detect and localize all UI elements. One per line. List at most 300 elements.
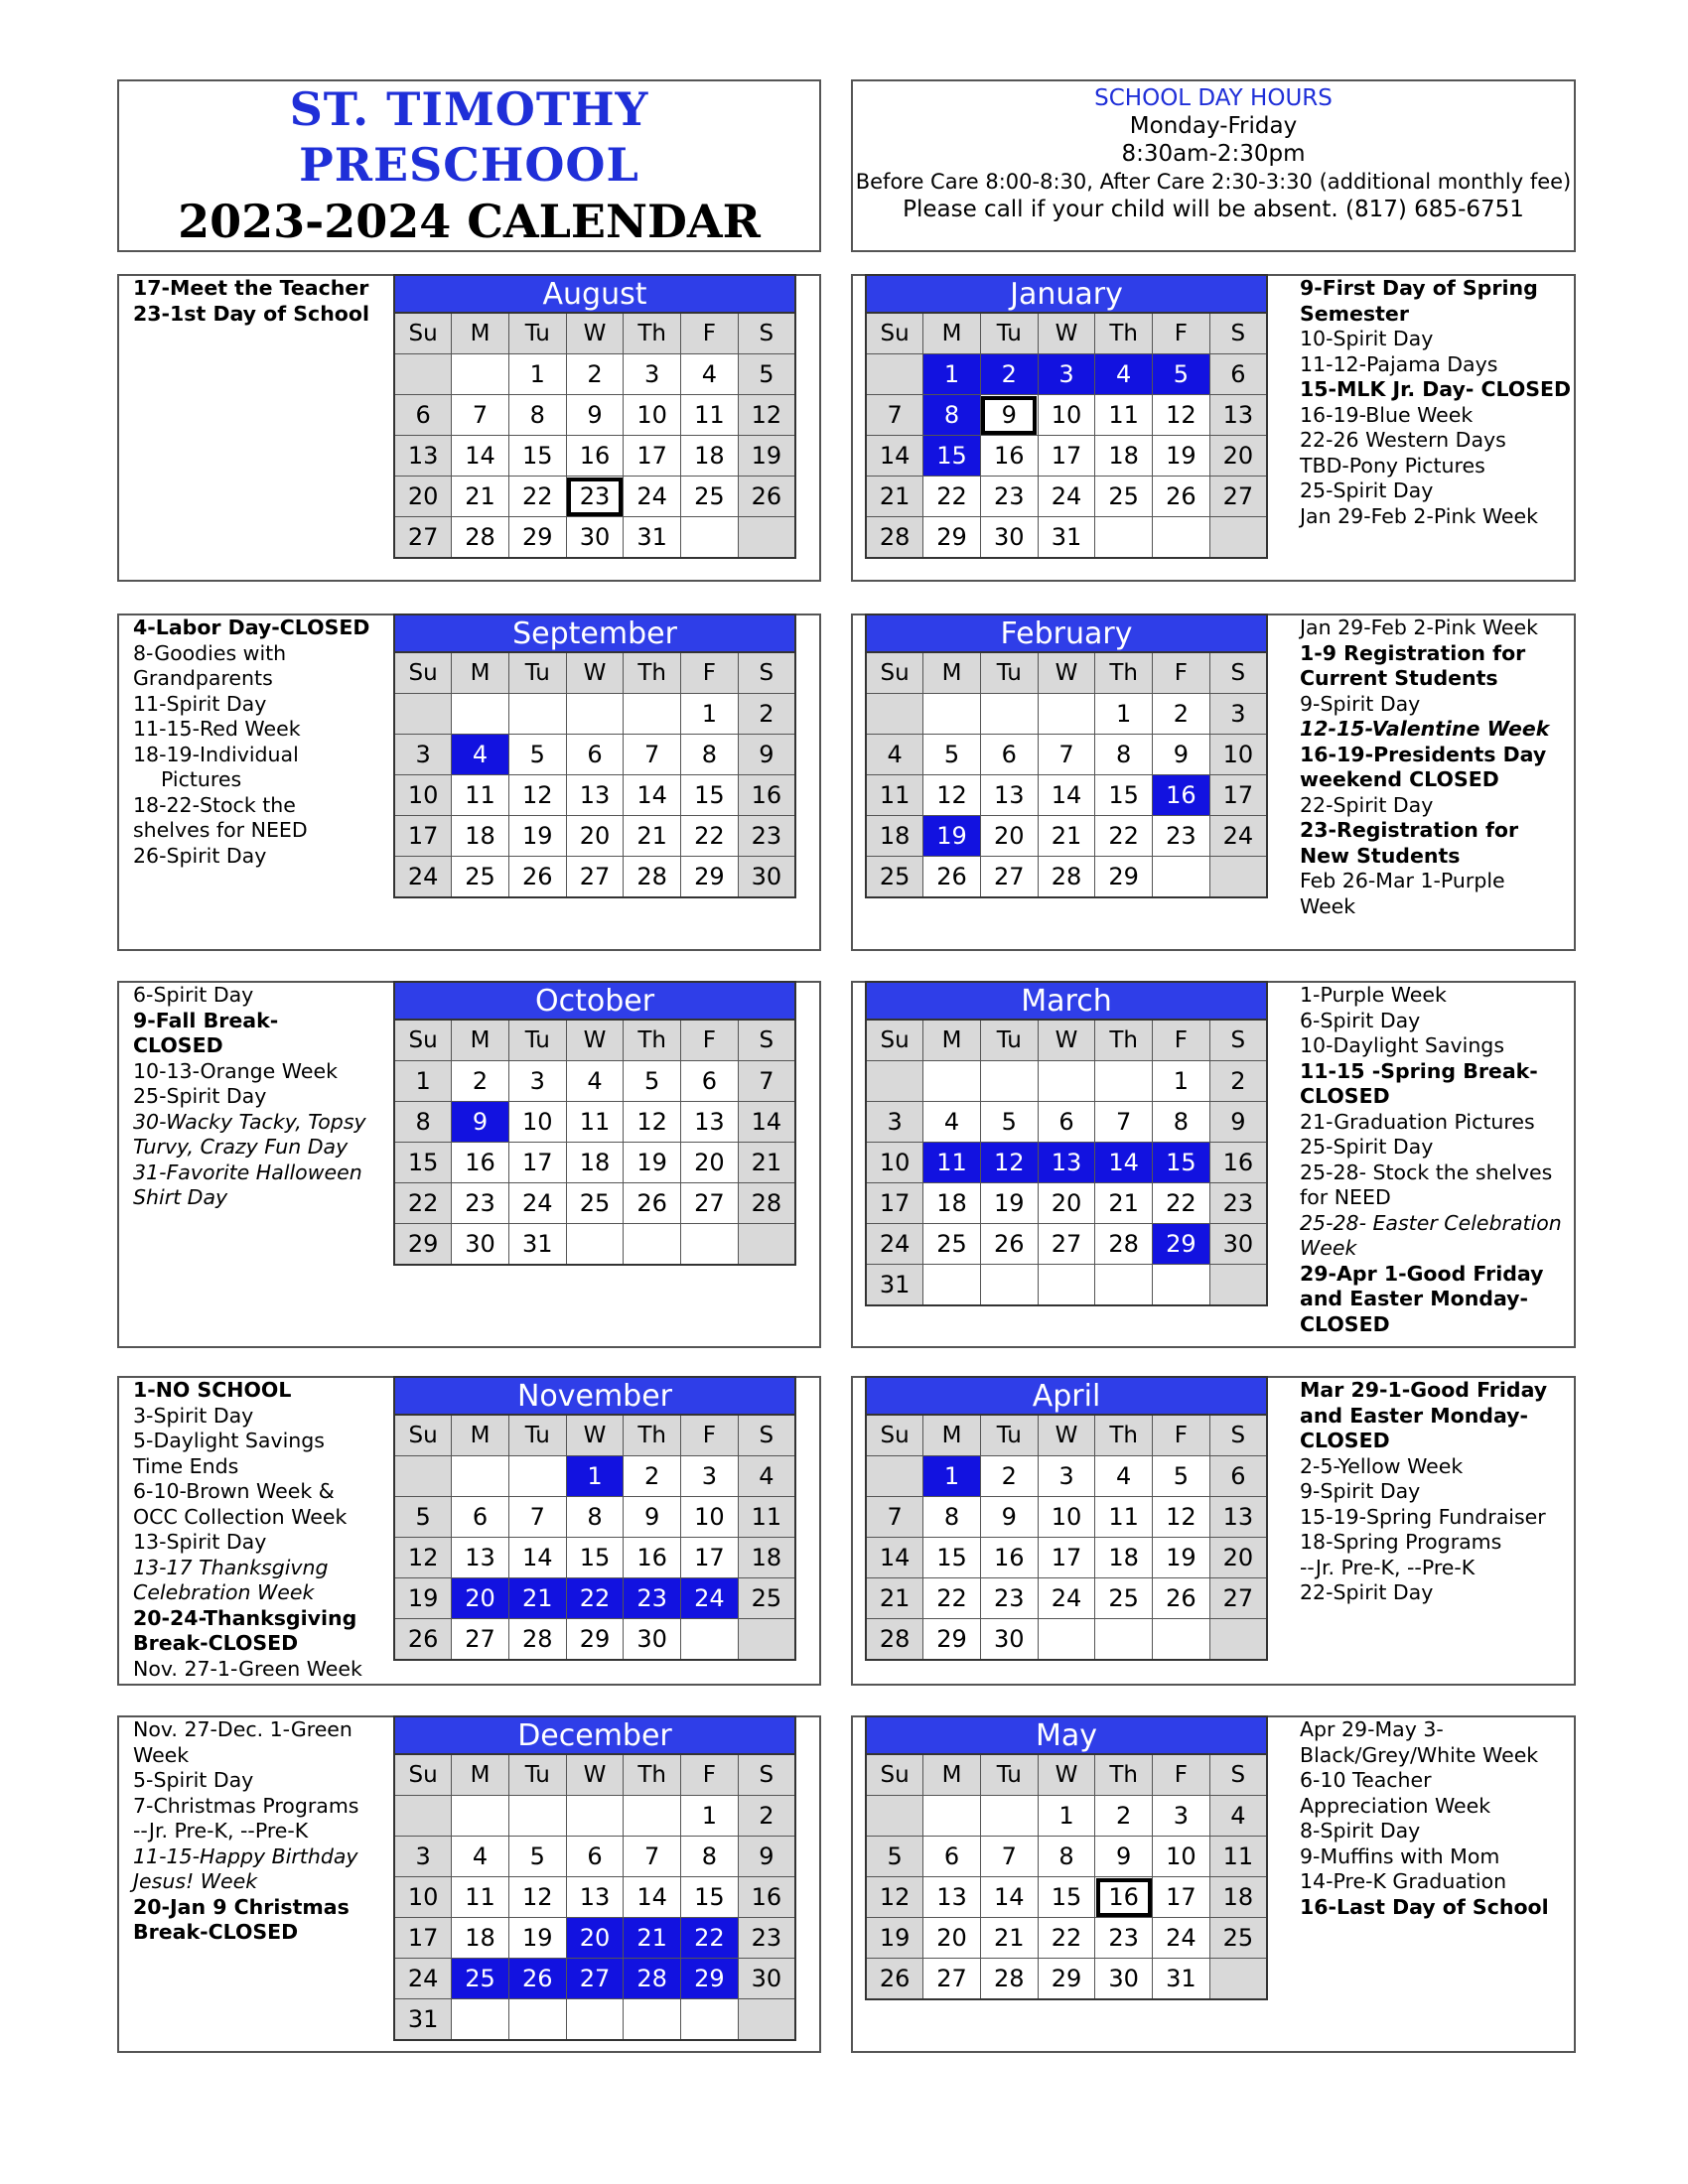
day-cell: 18 bbox=[1209, 1877, 1267, 1918]
day-cell: 4 bbox=[738, 1456, 795, 1497]
weekday-header: Su bbox=[866, 1020, 923, 1061]
day-cell: 26 bbox=[1153, 477, 1210, 517]
day-cell: 18 bbox=[1095, 436, 1153, 477]
note-line: CLOSED bbox=[1300, 1429, 1390, 1452]
note-line: 25-Spirit Day bbox=[133, 1084, 267, 1108]
weekday-header: Su bbox=[394, 1020, 452, 1061]
day-cell: 15 bbox=[681, 1877, 739, 1918]
note-line: 25-28- Easter Celebration bbox=[1300, 1210, 1562, 1235]
note-line: 1-NO SCHOOL bbox=[133, 1378, 292, 1402]
day-grid bbox=[865, 312, 1268, 559]
month-panel-january bbox=[851, 274, 1576, 582]
day-cell: 11 bbox=[738, 1497, 795, 1538]
empty-day-cell bbox=[738, 1224, 795, 1266]
day-cell: 19 bbox=[866, 1918, 923, 1959]
empty-day-cell bbox=[508, 1999, 566, 2041]
day-cell: 22 bbox=[1153, 1183, 1210, 1224]
month-calendar bbox=[865, 274, 1268, 559]
day-cell: 25 bbox=[866, 857, 923, 898]
day-cell: 25 bbox=[1095, 1578, 1153, 1619]
day-cell: 29 bbox=[923, 517, 981, 559]
day-cell: 9 bbox=[1153, 735, 1210, 775]
day-cell: 25 bbox=[566, 1183, 624, 1224]
day-cell: 9 bbox=[980, 1497, 1038, 1538]
empty-day-cell bbox=[508, 694, 566, 735]
month-calendar bbox=[393, 1376, 796, 1661]
day-cell: 11 bbox=[452, 775, 509, 816]
day-cell: 12 bbox=[866, 1877, 923, 1918]
day-cell: 29 bbox=[1095, 857, 1153, 898]
empty-day-cell bbox=[1153, 857, 1210, 898]
day-cell: 19 bbox=[394, 1578, 452, 1619]
day-cell: 2 bbox=[624, 1456, 681, 1497]
weekday-header: W bbox=[566, 1415, 624, 1456]
weekday-header: S bbox=[1209, 652, 1267, 694]
day-cell: 22 bbox=[508, 477, 566, 517]
empty-day-cell bbox=[1038, 694, 1095, 735]
day-cell: 16 bbox=[738, 1877, 795, 1918]
note-line: TBD-Pony Pictures bbox=[1300, 453, 1485, 478]
note-line: 8-Spirit Day bbox=[1300, 1819, 1421, 1843]
weekday-header: Su bbox=[866, 652, 923, 694]
day-cell: 27 bbox=[1209, 1578, 1267, 1619]
day-cell: 1 bbox=[508, 354, 566, 395]
day-cell: 21 bbox=[738, 1143, 795, 1183]
weekday-header: S bbox=[1209, 1754, 1267, 1796]
note-line: New Students bbox=[1300, 843, 1461, 868]
month-notes bbox=[1300, 1717, 1576, 1920]
weekday-header: Th bbox=[1095, 1754, 1153, 1796]
day-cell: 30 bbox=[624, 1619, 681, 1661]
weekday-header: S bbox=[738, 652, 795, 694]
day-cell: 8 bbox=[508, 395, 566, 436]
day-cell: 30 bbox=[1095, 1959, 1153, 2000]
day-cell: 4 bbox=[1095, 1456, 1153, 1497]
day-cell: 9 bbox=[1095, 1837, 1153, 1877]
day-cell: 10 bbox=[681, 1497, 739, 1538]
day-cell: 6 bbox=[452, 1497, 509, 1538]
weekday-header: W bbox=[1038, 1415, 1095, 1456]
day-cell: 18 bbox=[452, 1918, 509, 1959]
title-box bbox=[117, 79, 821, 252]
empty-day-cell bbox=[1153, 517, 1210, 559]
weekday-header: Tu bbox=[508, 652, 566, 694]
day-cell: 5 bbox=[923, 735, 981, 775]
day-cell: 10 bbox=[1038, 395, 1095, 436]
empty-day-cell bbox=[452, 694, 509, 735]
month-notes bbox=[133, 615, 371, 869]
note-line: 23-Registration for bbox=[1300, 818, 1519, 842]
day-cell: 3 bbox=[1038, 1456, 1095, 1497]
weekday-header: S bbox=[738, 1754, 795, 1796]
weekday-header: F bbox=[681, 1754, 739, 1796]
note-line: 6-Spirit Day bbox=[133, 983, 254, 1007]
weekday-header: Th bbox=[1095, 652, 1153, 694]
day-cell: 15 bbox=[566, 1538, 624, 1578]
empty-day-cell bbox=[923, 1265, 981, 1306]
day-cell: 26 bbox=[923, 857, 981, 898]
note-line: Jan 29-Feb 2-Pink Week bbox=[1300, 503, 1539, 528]
note-line: Shirt Day bbox=[133, 1185, 228, 1209]
day-cell: 11 bbox=[566, 1102, 624, 1143]
note-line: 10-Daylight Savings bbox=[1300, 1033, 1505, 1057]
month-notes bbox=[1300, 1378, 1576, 1606]
month-panel-august bbox=[117, 274, 821, 582]
empty-day-cell bbox=[923, 1796, 981, 1837]
empty-day-cell bbox=[624, 1796, 681, 1837]
note-line: 26-Spirit Day bbox=[133, 843, 267, 868]
weekday-header: M bbox=[923, 313, 981, 354]
day-cell: 3 bbox=[1209, 694, 1267, 735]
day-cell: 2 bbox=[566, 354, 624, 395]
day-cell: 30 bbox=[452, 1224, 509, 1266]
day-cell: 18 bbox=[566, 1143, 624, 1183]
note-line: 16-19-Blue Week bbox=[1300, 402, 1474, 427]
empty-day-cell bbox=[624, 694, 681, 735]
day-cell: 30 bbox=[738, 857, 795, 898]
note-line: 9-Spirit Day bbox=[1300, 691, 1421, 716]
day-cell: 13 bbox=[1038, 1143, 1095, 1183]
note-line: 5-Spirit Day bbox=[133, 1768, 254, 1792]
day-cell: 25 bbox=[1209, 1918, 1267, 1959]
weekday-header: Th bbox=[624, 1754, 681, 1796]
weekday-header: F bbox=[1153, 313, 1210, 354]
day-cell: 9 bbox=[980, 395, 1038, 436]
note-line: shelves for NEED bbox=[133, 818, 308, 842]
note-line: Turvy, Crazy Fun Day bbox=[133, 1135, 349, 1159]
day-cell: 16 bbox=[624, 1538, 681, 1578]
empty-day-cell bbox=[394, 694, 452, 735]
hours-time: 8:30am-2:30pm bbox=[1121, 141, 1306, 167]
note-line: 6-Spirit Day bbox=[1300, 1008, 1421, 1032]
day-cell: 3 bbox=[866, 1102, 923, 1143]
day-cell: 17 bbox=[1038, 436, 1095, 477]
note-line: CLOSED bbox=[1300, 1084, 1390, 1108]
day-cell: 20 bbox=[681, 1143, 739, 1183]
weekday-header: W bbox=[566, 313, 624, 354]
month-header: January bbox=[865, 274, 1268, 312]
day-cell: 16 bbox=[738, 775, 795, 816]
school-name-line2: PRESCHOOL bbox=[299, 138, 639, 192]
day-cell: 10 bbox=[394, 775, 452, 816]
day-cell: 14 bbox=[866, 436, 923, 477]
day-cell: 27 bbox=[980, 857, 1038, 898]
month-panel-october bbox=[117, 981, 821, 1348]
day-cell: 4 bbox=[566, 1061, 624, 1102]
day-cell: 30 bbox=[738, 1959, 795, 1999]
empty-day-cell bbox=[1209, 517, 1267, 559]
day-cell: 26 bbox=[980, 1224, 1038, 1265]
day-cell: 31 bbox=[1038, 517, 1095, 559]
note-line: Week bbox=[1300, 1236, 1357, 1260]
weekday-header: S bbox=[738, 313, 795, 354]
month-notes bbox=[133, 983, 371, 1211]
day-cell: 15 bbox=[923, 436, 981, 477]
weekday-header: Tu bbox=[508, 313, 566, 354]
day-cell: 5 bbox=[508, 735, 566, 775]
weekday-header: Tu bbox=[980, 652, 1038, 694]
day-cell: 13 bbox=[923, 1877, 981, 1918]
weekday-header: Su bbox=[394, 313, 452, 354]
day-cell: 28 bbox=[1095, 1224, 1153, 1265]
day-grid bbox=[865, 1753, 1268, 2000]
day-cell: 19 bbox=[508, 1918, 566, 1959]
note-line: 18-Spring Programs bbox=[1300, 1530, 1502, 1554]
day-grid bbox=[393, 1019, 796, 1266]
day-cell: 10 bbox=[1209, 735, 1267, 775]
day-cell: 24 bbox=[508, 1183, 566, 1224]
empty-day-cell bbox=[1038, 1619, 1095, 1661]
month-calendar bbox=[393, 1715, 796, 2041]
day-cell: 8 bbox=[1153, 1102, 1210, 1143]
day-cell: 27 bbox=[566, 857, 624, 898]
day-cell: 26 bbox=[738, 477, 795, 517]
day-cell: 5 bbox=[738, 354, 795, 395]
month-calendar bbox=[393, 274, 796, 559]
day-cell: 13 bbox=[980, 775, 1038, 816]
day-cell: 26 bbox=[1153, 1578, 1210, 1619]
calendar-year-title: 2023-2024 CALENDAR bbox=[178, 195, 761, 248]
weekday-header: Su bbox=[394, 1415, 452, 1456]
day-cell: 17 bbox=[866, 1183, 923, 1224]
day-cell: 17 bbox=[1209, 775, 1267, 816]
day-cell: 15 bbox=[923, 1538, 981, 1578]
note-line: Break-CLOSED bbox=[133, 1920, 299, 1944]
note-line: 20-24-Thanksgiving bbox=[133, 1605, 357, 1630]
note-line: Nov. 27-1-Green Week bbox=[133, 1656, 362, 1681]
day-cell: 3 bbox=[681, 1456, 739, 1497]
day-grid bbox=[393, 1753, 796, 2041]
note-line: and Easter Monday- bbox=[1300, 1403, 1529, 1428]
day-cell: 17 bbox=[508, 1143, 566, 1183]
day-cell: 25 bbox=[923, 1224, 981, 1265]
day-cell: 1 bbox=[1095, 694, 1153, 735]
day-cell: 6 bbox=[980, 735, 1038, 775]
note-line: 22-26 Western Days bbox=[1300, 428, 1506, 452]
month-header: September bbox=[393, 614, 796, 651]
day-cell: 13 bbox=[566, 1877, 624, 1918]
empty-day-cell bbox=[508, 1456, 566, 1497]
day-cell: 13 bbox=[1209, 1497, 1267, 1538]
day-cell: 4 bbox=[923, 1102, 981, 1143]
empty-day-cell bbox=[1209, 1265, 1267, 1306]
day-cell: 21 bbox=[980, 1918, 1038, 1959]
day-grid bbox=[865, 651, 1268, 898]
day-cell: 3 bbox=[394, 735, 452, 775]
day-cell: 23 bbox=[566, 477, 624, 517]
empty-day-cell bbox=[866, 1061, 923, 1102]
note-line: Jesus! Week bbox=[133, 1869, 258, 1893]
day-cell: 5 bbox=[394, 1497, 452, 1538]
day-cell: 18 bbox=[866, 816, 923, 857]
weekday-header: W bbox=[566, 652, 624, 694]
empty-day-cell bbox=[866, 694, 923, 735]
day-cell: 16 bbox=[1095, 1877, 1153, 1918]
day-cell: 8 bbox=[681, 1837, 739, 1877]
day-cell: 26 bbox=[394, 1619, 452, 1661]
day-cell: 23 bbox=[1095, 1918, 1153, 1959]
month-panel-december bbox=[117, 1715, 821, 2053]
empty-day-cell bbox=[980, 1796, 1038, 1837]
empty-day-cell bbox=[566, 1796, 624, 1837]
weekday-header: M bbox=[452, 313, 509, 354]
day-cell: 15 bbox=[394, 1143, 452, 1183]
note-line: 15-MLK Jr. Day- CLOSED bbox=[1300, 377, 1572, 401]
empty-day-cell bbox=[452, 1796, 509, 1837]
note-line: 1-9 Registration for bbox=[1300, 640, 1526, 665]
day-cell: 20 bbox=[1209, 436, 1267, 477]
day-cell: 7 bbox=[452, 395, 509, 436]
day-cell: 11 bbox=[1095, 395, 1153, 436]
empty-day-cell bbox=[1153, 1265, 1210, 1306]
school-name-line1: ST. TIMOTHY bbox=[289, 82, 649, 136]
day-cell: 4 bbox=[681, 354, 739, 395]
note-line: 5-Daylight Savings bbox=[133, 1429, 325, 1452]
day-cell: 14 bbox=[624, 1877, 681, 1918]
weekday-header: Tu bbox=[980, 1020, 1038, 1061]
day-cell: 21 bbox=[508, 1578, 566, 1619]
day-cell: 4 bbox=[866, 735, 923, 775]
weekday-header: W bbox=[1038, 652, 1095, 694]
day-cell: 19 bbox=[923, 816, 981, 857]
note-line: 29-Apr 1-Good Friday bbox=[1300, 1261, 1544, 1286]
weekday-header: W bbox=[1038, 1754, 1095, 1796]
day-cell: 21 bbox=[866, 1578, 923, 1619]
day-cell: 19 bbox=[508, 816, 566, 857]
day-cell: 5 bbox=[1153, 354, 1210, 395]
day-cell: 24 bbox=[394, 857, 452, 898]
empty-day-cell bbox=[508, 1796, 566, 1837]
day-cell: 10 bbox=[1153, 1837, 1210, 1877]
day-cell: 13 bbox=[566, 775, 624, 816]
day-cell: 12 bbox=[508, 775, 566, 816]
day-cell: 6 bbox=[1038, 1102, 1095, 1143]
day-cell: 28 bbox=[1038, 857, 1095, 898]
day-cell: 9 bbox=[1209, 1102, 1267, 1143]
empty-day-cell bbox=[452, 1999, 509, 2041]
day-cell: 11 bbox=[1209, 1837, 1267, 1877]
day-cell: 24 bbox=[681, 1578, 739, 1619]
month-panel-march bbox=[851, 981, 1576, 1348]
day-cell: 28 bbox=[738, 1183, 795, 1224]
day-cell: 12 bbox=[1153, 395, 1210, 436]
day-cell: 28 bbox=[624, 857, 681, 898]
day-cell: 2 bbox=[738, 694, 795, 735]
note-line: 25-Spirit Day bbox=[1300, 478, 1434, 502]
weekday-header: Tu bbox=[508, 1415, 566, 1456]
month-calendar bbox=[865, 1715, 1268, 2000]
note-line: Grandparents bbox=[133, 666, 273, 690]
day-cell: 21 bbox=[866, 477, 923, 517]
day-cell: 22 bbox=[923, 1578, 981, 1619]
day-cell: 1 bbox=[566, 1456, 624, 1497]
weekday-header: F bbox=[1153, 1415, 1210, 1456]
day-cell: 27 bbox=[394, 517, 452, 559]
day-cell: 22 bbox=[681, 816, 739, 857]
weekday-header: Th bbox=[624, 652, 681, 694]
day-cell: 22 bbox=[1038, 1918, 1095, 1959]
month-notes bbox=[1300, 276, 1576, 529]
weekday-header: F bbox=[1153, 1754, 1210, 1796]
day-cell: 14 bbox=[508, 1538, 566, 1578]
day-cell: 31 bbox=[624, 517, 681, 559]
day-cell: 11 bbox=[1095, 1497, 1153, 1538]
empty-day-cell bbox=[923, 694, 981, 735]
day-cell: 28 bbox=[508, 1619, 566, 1661]
note-line: --Jr. Pre-K, --Pre-K bbox=[133, 1819, 309, 1843]
note-line: 25-Spirit Day bbox=[1300, 1135, 1434, 1159]
day-cell: 13 bbox=[452, 1538, 509, 1578]
day-cell: 7 bbox=[866, 1497, 923, 1538]
note-line: 18-22-Stock the bbox=[133, 792, 296, 817]
day-cell: 14 bbox=[866, 1538, 923, 1578]
weekday-header: M bbox=[452, 1020, 509, 1061]
note-line: 15-19-Spring Fundraiser bbox=[1300, 1504, 1546, 1529]
empty-day-cell bbox=[681, 1619, 739, 1661]
day-cell: 27 bbox=[452, 1619, 509, 1661]
weekday-header: F bbox=[681, 1020, 739, 1061]
day-cell: 20 bbox=[566, 1918, 624, 1959]
day-cell: 23 bbox=[624, 1578, 681, 1619]
day-cell: 14 bbox=[980, 1877, 1038, 1918]
day-cell: 20 bbox=[1038, 1183, 1095, 1224]
note-line: 13-Spirit Day bbox=[133, 1530, 267, 1554]
day-cell: 7 bbox=[1038, 735, 1095, 775]
day-cell: 29 bbox=[1153, 1224, 1210, 1265]
note-line: 18-19-Individual bbox=[133, 742, 299, 766]
day-cell: 30 bbox=[980, 517, 1038, 559]
day-cell: 9 bbox=[624, 1497, 681, 1538]
day-cell: 19 bbox=[980, 1183, 1038, 1224]
day-cell: 26 bbox=[508, 857, 566, 898]
day-cell: 9 bbox=[452, 1102, 509, 1143]
note-line: Celebration Week bbox=[133, 1580, 315, 1604]
empty-day-cell bbox=[681, 517, 739, 559]
weekday-header: S bbox=[738, 1415, 795, 1456]
day-cell: 29 bbox=[681, 1959, 739, 1999]
day-cell: 22 bbox=[923, 477, 981, 517]
day-cell: 26 bbox=[508, 1959, 566, 1999]
day-cell: 27 bbox=[1209, 477, 1267, 517]
day-cell: 14 bbox=[624, 775, 681, 816]
day-cell: 26 bbox=[624, 1183, 681, 1224]
note-line: 2-5-Yellow Week bbox=[1300, 1453, 1464, 1478]
note-line: 22-Spirit Day bbox=[1300, 792, 1434, 817]
weekday-header: Th bbox=[624, 313, 681, 354]
note-line: Jan 29-Feb 2-Pink Week bbox=[1300, 615, 1539, 639]
weekday-header: M bbox=[452, 1754, 509, 1796]
day-cell: 8 bbox=[923, 1497, 981, 1538]
day-cell: 24 bbox=[1038, 477, 1095, 517]
day-cell: 17 bbox=[394, 1918, 452, 1959]
month-panel-may bbox=[851, 1715, 1576, 2053]
empty-day-cell bbox=[738, 1619, 795, 1661]
day-cell: 15 bbox=[1095, 775, 1153, 816]
day-cell: 25 bbox=[452, 1959, 509, 1999]
note-line: 9-Fall Break- CLOSED bbox=[133, 1008, 279, 1057]
day-cell: 12 bbox=[508, 1877, 566, 1918]
note-line: 9-Spirit Day bbox=[1300, 1479, 1421, 1503]
note-line: 30-Wacky Tacky, Topsy bbox=[133, 1109, 366, 1134]
day-cell: 8 bbox=[923, 395, 981, 436]
day-cell: 13 bbox=[681, 1102, 739, 1143]
note-line: Current Students bbox=[1300, 666, 1498, 690]
day-cell: 25 bbox=[452, 857, 509, 898]
day-cell: 2 bbox=[980, 354, 1038, 395]
day-cell: 20 bbox=[566, 816, 624, 857]
weekday-header: S bbox=[1209, 1415, 1267, 1456]
note-line: 9-Muffins with Mom bbox=[1300, 1843, 1500, 1868]
